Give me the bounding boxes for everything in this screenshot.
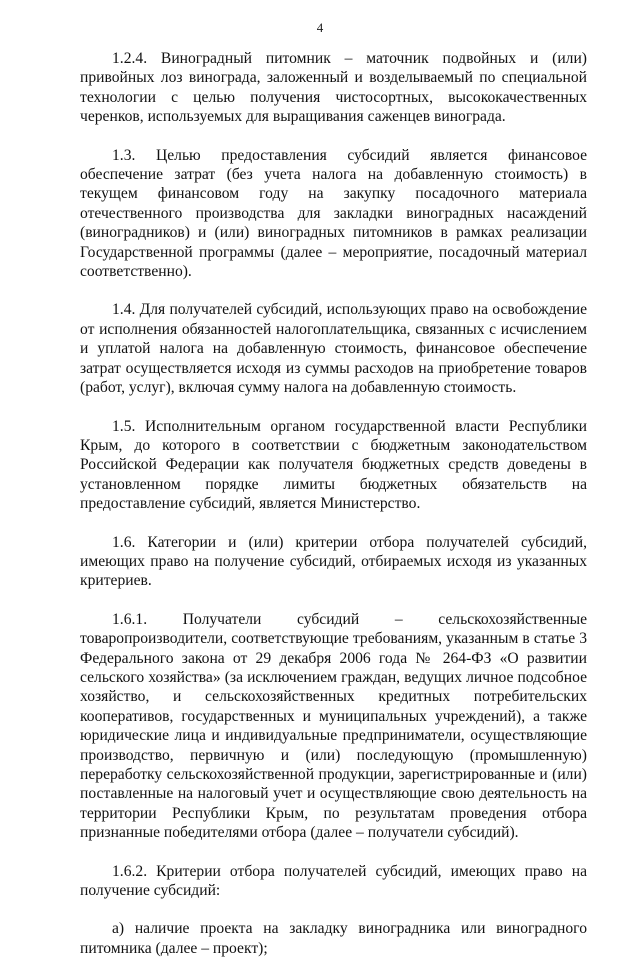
document-body [80,49,587,977]
paragraph-1-6-2: 1.6.2. Критерии отбора получателей субсидий, имеющих право на получение субсидий: [80,862,587,900]
paragraph-1-6-1: 1.6.1. Получатели субсидий – сельскохозяйственные товаропроизводители, соответствующие требованиям, указанным в статье 3 Федерального закона от 29 декабря 2006 года № 264-ФЗ «О развитии сельского хозяйства» (за исключением граждан, ведущих личное подсобное хозяйство, и сельскохозяйственных кредитных потребительских кооперативов, государственных и муниципальных учреждений), а также юридические лица и индивидуальные предприниматели, осуществляющие производство, первичную и (или) последующую (промышленную) переработку сельскохозяйственной продукции, зарегистрированные и (или) поставленные на налоговый учет и осуществляющие свою деятельность на территории Республики Крым, по результатам проведения отбора признанные победителями отбора (далее – получатели субсидий). [80,610,587,842]
page-number: 4 [316,20,324,35]
paragraph-1-6: 1.6. Категории и (или) критерии отбора получателей субсидий, имеющих право на получение субсидий, отбираемых исходя из указанных критериев. [80,533,587,590]
paragraph-1-4: 1.4. Для получателей субсидий, использующих право на освобождение от исполнения обязанностей налогоплательщика, связанных с исчислением и уплатой налога на добавленную стоимость, финансовое обеспечение затрат осуществляется исходя из суммы расходов на приобретение товаров (работ, услуг), включая сумму налога на добавленную стоимость. [80,301,587,397]
paragraph-1-3: 1.3. Целью предоставления субсидий является финансовое обеспечение затрат (без учета налога на добавленную стоимость) в текущем финансовом году на закупку посадочного материала отечественного производства для закладки виноградных насаждений (виноградников) и (или) виноградных питомников в рамках реализации Государственной программы (далее – мероприятие, посадочный материал соответственно). [80,146,587,281]
paragraph-criterion-a: а) наличие проекта на закладку виноградника или виноградного питомника (далее – проект); [80,920,587,957]
paragraph-1-2-4: 1.2.4. Виноградный питомник – маточник подвойных и (или) привойных лоз винограда, заложенный и возделываемый по специальной технологии с целью получения чистосортных, высококачественных черенков, используемых для выращивания саженцев винограда. [80,50,587,126]
paragraph-1-5: 1.5. Исполнительным органом государственной власти Республики Крым, до которого в соответствии с бюджетным законодательством Российской Федерации как получателя бюджетных средств доведены в установленном порядке лимиты бюджетных обязательств на предоставление субсидий, является Министерство. [80,417,587,513]
